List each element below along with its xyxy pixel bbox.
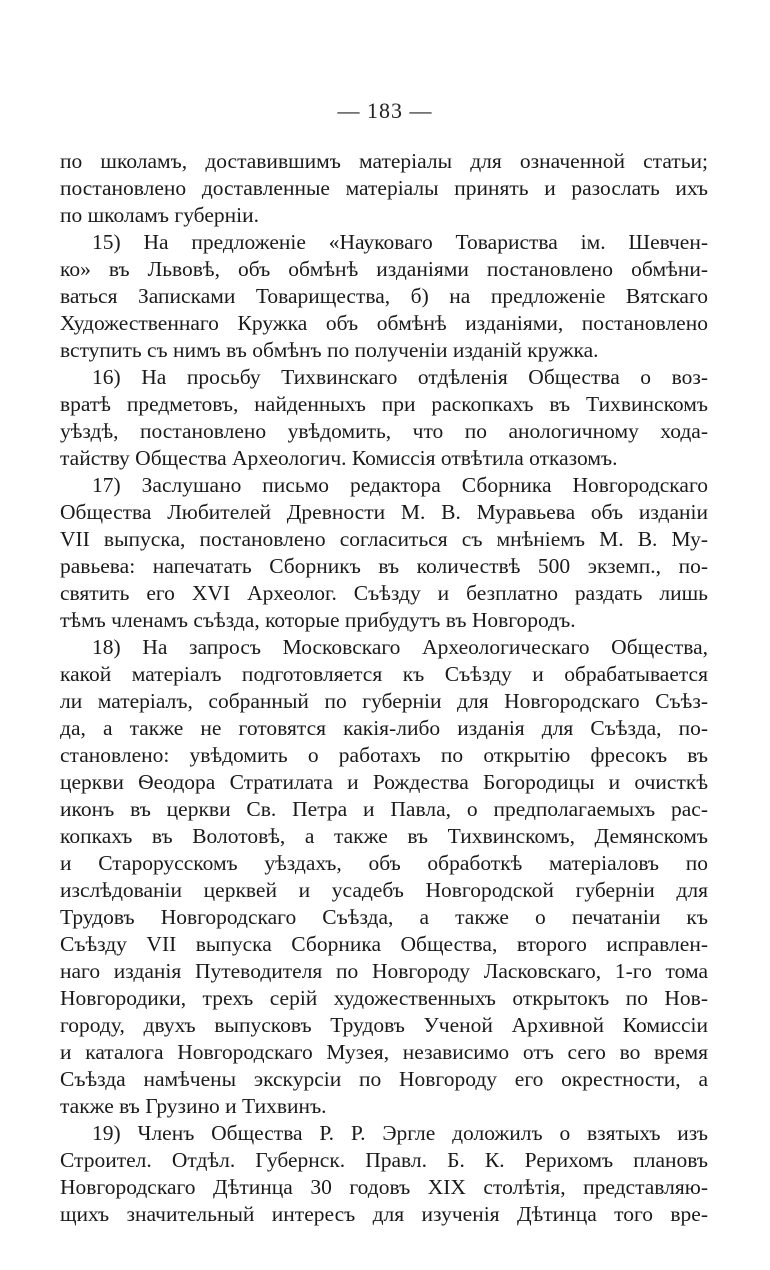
text-line: Художественнаго Кружка объ обмѣнѣ изданіями, постановлено [60, 311, 708, 335]
text-line: и Старорусскомъ уѣздахъ, объ обработкѣ матеріаловъ по [60, 851, 708, 875]
paragraph-start-line: 19) Членъ Общества Р. Р. Эргле доложилъ о взятыхъ изъ [92, 1121, 708, 1145]
text-line: равьева: напечатать Сборникъ въ количествѣ 500 экземп., по- [60, 554, 708, 578]
text-line: становлено: увѣдомить о работахъ по открытію фресокъ въ [60, 743, 708, 767]
text-line: постановлено доставленные матеріалы принять и разослать ихъ [60, 176, 708, 200]
page-number: — 183 — [337, 98, 433, 123]
text-line: вратѣ предметовъ, найденныхъ при раскопкахъ въ Тихвинскомъ [60, 392, 708, 416]
text-line: изслѣдованіи церквей и усадебъ Новгородской губерніи для [60, 878, 708, 902]
text-line: уѣздѣ, постановлено увѣдомить, что по анологичному хода- [60, 419, 708, 443]
text-line: и каталога Новгородскаго Музея, независимо отъ сего во время [60, 1040, 708, 1064]
text-line: VII выпуска, постановлено согласиться съ мнѣніемъ М. В. Му- [60, 527, 708, 551]
text-line: Общества Любителей Древности М. В. Муравьева объ изданіи [60, 500, 708, 524]
paragraph-start-line: 16) На просьбу Тихвинскаго отдѣленія Общества о воз- [92, 365, 708, 389]
text-line: вступить съ нимъ въ обмѣнъ по полученіи изданій кружка. [60, 338, 599, 362]
text-line: по школамъ губерніи. [60, 203, 259, 227]
text-line: копкахъ въ Волотовѣ, а также въ Тихвинскомъ, Демянскомъ [60, 824, 708, 848]
paragraph-start-line: 18) На запросъ Московскаго Археологическаго Общества, [92, 635, 708, 659]
text-line: да, а также не готовятся какія-либо изданія для Съѣзда, по- [60, 716, 708, 740]
text-line: наго изданія Путеводителя по Новгороду Ласковскаго, 1-го тома [60, 959, 708, 983]
text-line: какой матеріалъ подготовляется къ Съѣзду и обрабатывается [60, 662, 708, 686]
text-line: Новгородскаго Дѣтинца 30 годовъ XIX столѣтія, представляю- [60, 1175, 708, 1199]
body-text [60, 148, 708, 1228]
text-line: ли матеріалъ, собранный по губерніи для Новгородскаго Съѣз- [60, 689, 708, 713]
paragraph-start-line: 17) Заслушано письмо редактора Сборника Новгородскаго [92, 473, 708, 497]
text-line: городу, двухъ выпусковъ Трудовъ Ученой Архивной Комиссіи [60, 1013, 708, 1037]
text-line: ваться Записками Товарищества, б) на предложеніе Вятскаго [60, 284, 708, 308]
text-line: Новгородики, трехъ серій художественныхъ открытокъ по Нов- [60, 986, 708, 1010]
text-line: также въ Грузино и Тихвинъ. [60, 1094, 327, 1118]
text-line: ко» въ Львовѣ, объ обмѣнѣ изданіями постановлено обмѣни- [60, 257, 708, 281]
text-line: святить его XVI Археолог. Съѣзду и безплатно раздать лишь [60, 581, 708, 605]
text-line: тайству Общества Археологич. Комиссія отвѣтила отказомъ. [60, 446, 618, 470]
text-line: Съѣзда намѣчены экскурсіи по Новгороду его окрестности, а [60, 1067, 708, 1091]
text-line: тѣмъ членамъ съѣзда, которые прибудутъ въ Новгородъ. [60, 608, 576, 632]
paragraph-start-line: 15) На предложеніе «Науковаго Товариства ім. Шевчен- [92, 230, 708, 254]
text-line: Съѣзду VII выпуска Сборника Общества, второго исправлен- [60, 932, 708, 956]
text-line: Трудовъ Новгородскаго Съѣзда, а также о печатаніи къ [60, 905, 708, 929]
text-line: по школамъ, доставившимъ матеріалы для означенной статьи; [60, 149, 708, 173]
text-line: щихъ значительный интересъ для изученія Дѣтинца того вре- [60, 1202, 708, 1226]
text-line: Строител. Отдѣл. Губернск. Правл. Б. К. Рерихомъ плановъ [60, 1148, 708, 1172]
text-line: церкви Ѳеодора Стратилата и Рождества Богородицы и очисткѣ [60, 770, 708, 794]
text-line: иконъ въ церкви Св. Петра и Павла, о предполагаемыхъ рас- [60, 797, 708, 821]
